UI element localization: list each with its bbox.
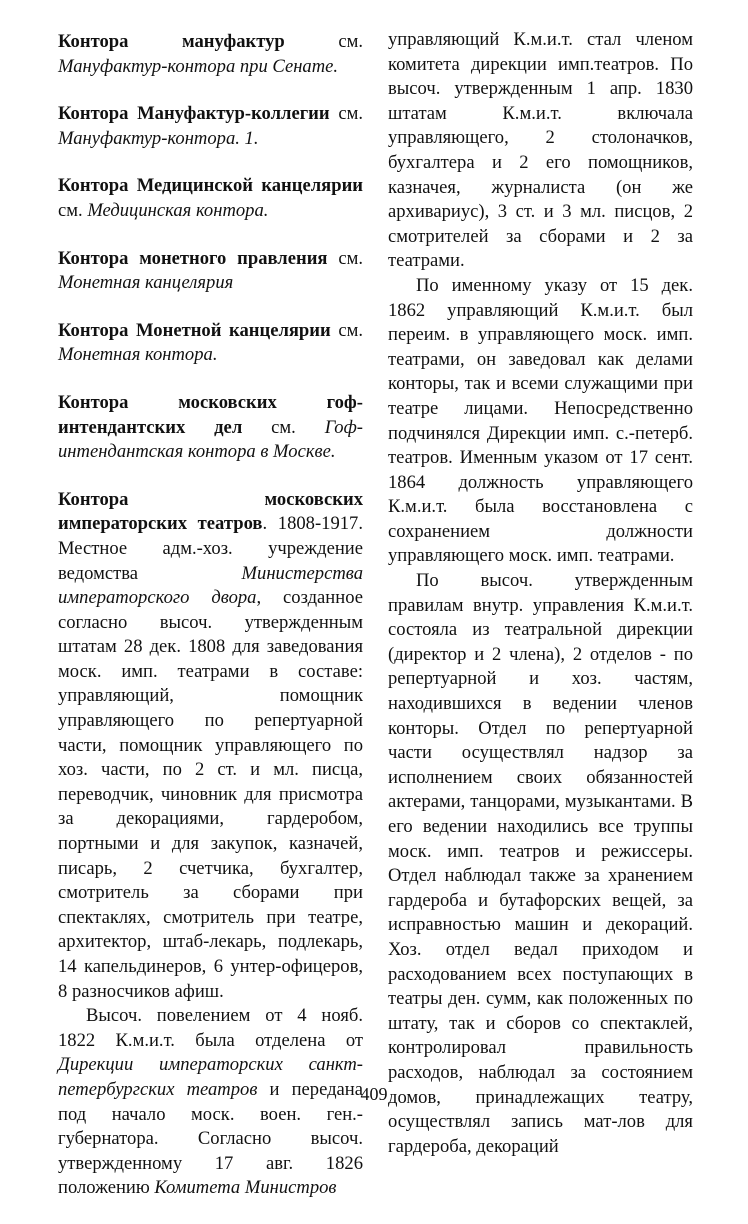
paragraph-text: , созданное согласно высоч. утвержденным штатам 28 дек. 1808 для заведования моск. имп. театрами в составе: управляющий, помощник управляющего по репертуарной части, помощник управляющего по хоз. части, по 2 ст. и мл. писца, переводчик, чиновник для присмотра за декорациями, гардеробом, портными и для закупок, казначей, писарь, 2 счетчика, бухгалтер, смотритель за сборами при спектаклях, смотритель при театре, архитектор, штаб-лекарь, подлекарь, 14 капельдинеров, 6 унтер-офицеров, 8 разносчиков афиш. bbox=[58, 587, 363, 1002]
entry-headword: Контора московских императорских театров bbox=[58, 488, 363, 535]
page-number: 409 bbox=[360, 1084, 388, 1104]
paragraph: По высоч. утвержденным правилам внутр. управления К.м.и.т. состояла из театральной дирекции (директор и 2 члена), 2 отделов - по репертуарной и хоз. частям, находившихся в ведении членов конторы. Отдел по репертуарной части осуществлял надзор за исполнением своих обязанностей актерами, танцорами, музыкантами. В его ведении находились все труппы моск. имп. театров и режиссеры. Отдел наблюдал также за хранением гардероба и бутафорских вещей, за исправностью машин и декораций. Хоз. отдел ведал приходом и расходованием всех поступающих в театры ден. сумм, как положенных по штату, так и сборов со спектаклей, контролировал правильность расходов, наблюдал за состоянием домов, принадлежащих театру, осуществлял запись мат-лов для гардероба, декораций bbox=[388, 570, 693, 1157]
right-column bbox=[388, 28, 693, 1159]
dictionary-entry bbox=[58, 30, 363, 79]
dictionary-entry bbox=[58, 102, 363, 151]
entry-headword: Контора Мануфактур-коллегии bbox=[58, 103, 330, 125]
left-column bbox=[58, 30, 363, 1224]
paragraph-text: Высоч. повелением от 4 нояб. 1822 К.м.и.т. была отделена от bbox=[58, 1005, 363, 1051]
see-label: см. bbox=[330, 319, 363, 341]
cross-reference: Медицинская контора. bbox=[87, 199, 269, 221]
dictionary-entry bbox=[58, 319, 363, 368]
cross-reference: Министерства императорского двора bbox=[58, 562, 363, 609]
entry-headword: Контора мануфактур bbox=[58, 31, 285, 52]
see-label: см. bbox=[284, 31, 363, 52]
paragraph-text: и передана под начало моск. воен. ген.-губернатора. Согласно высоч. утвержденному 17 авг. 1826 положению bbox=[58, 1078, 363, 1199]
cross-reference: Дирекции императорских санкт-петербургских театров bbox=[58, 1054, 363, 1100]
cross-reference: Комитета Министров bbox=[154, 1177, 337, 1199]
see-label: см. bbox=[242, 416, 325, 438]
dictionary-entry bbox=[58, 391, 363, 465]
entry-headword: Контора монетного правления bbox=[58, 247, 328, 269]
entry-headword: Контора московских гоф-интендантских дел bbox=[58, 391, 363, 438]
cross-reference: Монетная канцелярия bbox=[58, 272, 234, 294]
see-label: см. bbox=[58, 199, 88, 221]
paragraph: По именному указу от 15 дек. 1862 управляющий К.м.и.т. был переим. в управляющего моск. имп. театрами, он заведовал как делами конторы, так и всеми служащими при театре лицами. Непосредственно подчинялся Дирекции имп. с.-петерб. театров. Именным указом от 17 сент. 1864 должность управляющего К.м.и.т. была восстановлена с сохранением должности управляющего моск. имп. театрами. bbox=[388, 274, 693, 567]
cross-reference: Монетная контора. bbox=[58, 344, 218, 366]
cross-reference: Мануфактур-контора при Сенате. bbox=[58, 55, 339, 77]
dictionary-entry bbox=[58, 247, 363, 296]
entry-headword: Контора Медицинской канцелярии bbox=[58, 175, 363, 197]
cross-reference: Гоф-интендантская контора в Москве. bbox=[58, 416, 363, 463]
paragraph: управляющий К.м.и.т. стал членом комитета дирекции имп.театров. По высоч. утвержденным 1 апр. 1830 штатам К.м.и.т. включала управляющего, 2 столоначков, бухгалтера и 2 его помощников, казначея, журналиста (он же архивариус), 3 ст. и 3 мл. писцов, 2 смотрителей за сборами и 2 за театрами. bbox=[388, 29, 693, 272]
see-label: см. bbox=[327, 247, 363, 269]
see-label: см. bbox=[329, 103, 363, 125]
dictionary-entry bbox=[58, 174, 363, 223]
cross-reference: Мануфактур-контора. 1. bbox=[58, 127, 259, 149]
entry-headword: Контора Монетной канцелярии bbox=[58, 319, 331, 341]
main-entry-paragraph-1 bbox=[58, 488, 363, 1004]
paragraph-text: . 1808-1917. Местное адм.-хоз. учреждение ведомства bbox=[58, 513, 363, 584]
